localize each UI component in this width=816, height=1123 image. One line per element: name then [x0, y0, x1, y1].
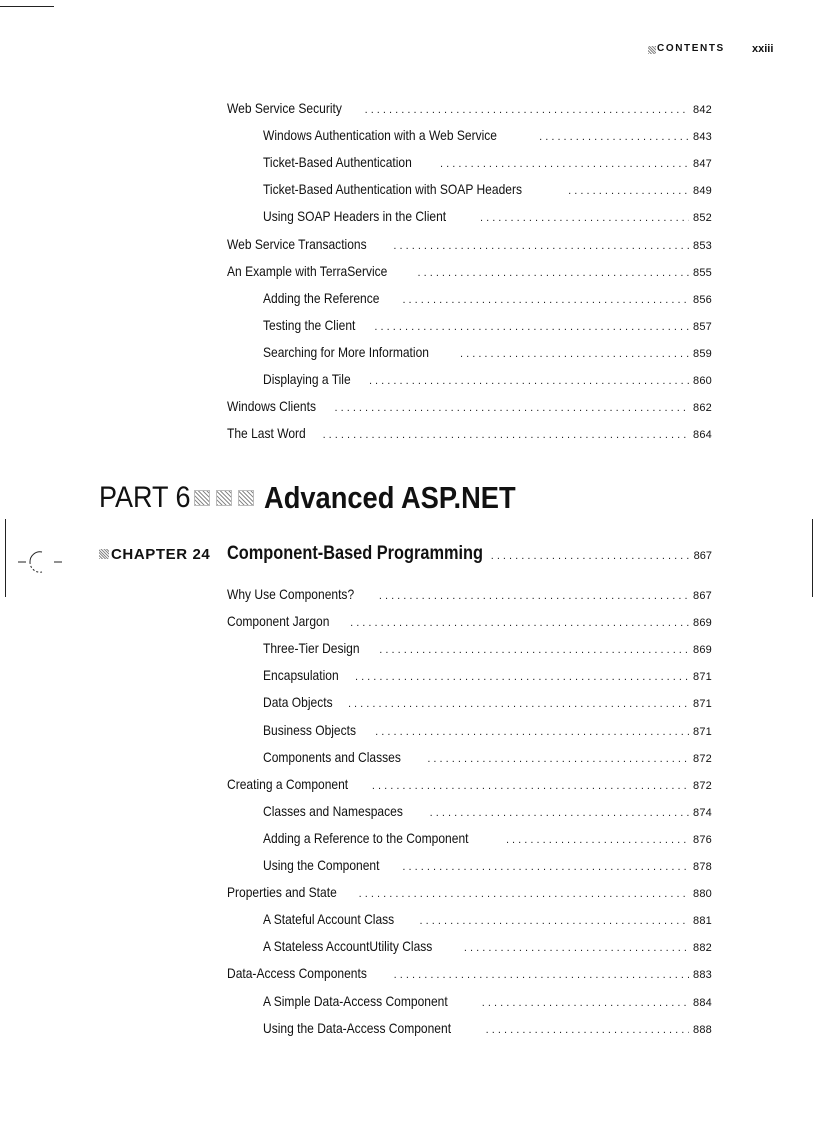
part-pattern-icon [194, 490, 210, 506]
toc-entry-title: A Simple Data-Access Component [263, 992, 448, 1009]
chapter-label: CHAPTER 24 [111, 545, 211, 563]
toc-entry[interactable] [227, 584, 712, 604]
toc-entry-page: 859 [693, 347, 712, 360]
dot-leader [369, 371, 689, 391]
dot-leader [375, 722, 689, 742]
header-label: CONTENTS [657, 43, 725, 54]
toc-entry-page: 860 [693, 375, 712, 387]
toc-entry-page: 855 [693, 266, 712, 279]
toc-entry-title: Web Service Transactions [227, 235, 367, 252]
toc-entry-page: 874 [693, 806, 712, 819]
toc-entry-page: 872 [693, 779, 712, 792]
toc-entry-page: 869 [693, 644, 712, 657]
toc-entry-page: 871 [693, 698, 712, 711]
header-page-number: xxiii [752, 43, 774, 55]
toc-entry-title: Data-Access Components [227, 965, 367, 982]
toc-entry-page: 883 [693, 969, 712, 982]
toc-entry-title: Classes and Namespaces [263, 802, 403, 819]
toc-entry-page: 876 [693, 833, 712, 846]
dot-leader [372, 776, 689, 796]
dot-leader [420, 911, 690, 931]
dot-leader [486, 1020, 689, 1040]
toc-entry[interactable] [263, 369, 712, 389]
part-pattern-icon [238, 490, 254, 506]
toc-entry[interactable] [227, 882, 712, 902]
toc-entry-title: Component Jargon [227, 613, 330, 630]
chapter-pattern-icon [99, 549, 109, 559]
toc-entry-page: 857 [693, 320, 712, 333]
toc-entry-page: 862 [693, 402, 712, 415]
dot-leader [539, 127, 689, 147]
crop-mark-top [0, 6, 54, 7]
toc-entry-page: 871 [693, 671, 712, 684]
toc-entry[interactable] [263, 152, 712, 172]
dot-leader [323, 425, 689, 445]
toc-entry-page: 880 [693, 888, 712, 901]
dot-leader [460, 344, 689, 364]
part-label: PART 6 [99, 481, 191, 514]
toc-entry-page: 867 [693, 590, 712, 602]
toc-entry-title: Business Objects [263, 721, 357, 738]
toc-entry-page: 869 [693, 617, 712, 630]
toc-entry[interactable] [227, 774, 712, 794]
dot-leader [568, 181, 689, 201]
toc-entry-title: Searching for More Information [263, 343, 429, 360]
toc-entry-title: Creating a Component [227, 775, 349, 792]
toc-entry-page: 888 [693, 1023, 712, 1036]
toc-entry-title: Three-Tier Design [263, 640, 360, 657]
part-title: Advanced ASP.NET [264, 480, 516, 515]
toc-entry-page: 853 [693, 239, 712, 252]
toc-entry-title: Windows Clients [227, 398, 316, 415]
toc-entry-title: Ticket-Based Authentication with SOAP Headers [263, 181, 523, 198]
toc-entry-page: 847 [693, 158, 712, 171]
toc-entry-title: Data Objects [263, 694, 333, 711]
toc-entry[interactable] [263, 991, 712, 1011]
chapter-page-number: 867 [693, 550, 712, 562]
toc-entry[interactable] [263, 828, 712, 848]
dot-leader [355, 667, 689, 687]
toc-entry[interactable] [263, 342, 712, 362]
dot-leader [348, 694, 689, 714]
dot-leader [491, 544, 690, 568]
toc-entry[interactable] [227, 611, 712, 631]
crop-mark-right [812, 519, 813, 597]
toc-entry-page: 878 [693, 861, 712, 873]
toc-entry-page: 882 [693, 942, 712, 955]
toc-entry[interactable] [227, 261, 712, 281]
toc-entry[interactable] [263, 125, 712, 145]
toc-entry-page: 842 [693, 104, 712, 116]
toc-entry-page: 852 [693, 212, 712, 225]
dot-leader [482, 993, 689, 1013]
toc-entry-title: An Example with TerraService [227, 262, 388, 279]
dot-leader [365, 100, 689, 120]
crop-mark-left [5, 519, 6, 597]
part-heading [99, 476, 550, 520]
toc-entry[interactable] [263, 315, 712, 335]
dot-leader [359, 884, 689, 904]
toc-entry-title: Adding a Reference to the Component [263, 829, 469, 846]
dot-leader [464, 938, 689, 958]
part-pattern-icon [216, 490, 232, 506]
toc-entry-title: The Last Word [227, 425, 306, 442]
toc-entry[interactable] [263, 206, 712, 226]
toc-entry[interactable] [263, 936, 712, 956]
dot-leader [402, 290, 689, 310]
toc-entry-title: Components and Classes [263, 748, 401, 765]
dot-leader [394, 965, 689, 985]
dot-leader [427, 749, 689, 769]
header-pattern-icon [648, 46, 656, 54]
toc-entry-title: Displaying a Tile [263, 371, 351, 387]
toc-entry-title: Why Use Components? [227, 586, 355, 602]
dot-leader [480, 208, 689, 228]
toc-entry[interactable] [227, 396, 712, 416]
toc-entry-page: 843 [693, 131, 712, 144]
dot-leader [350, 613, 689, 633]
toc-entry[interactable] [263, 288, 712, 308]
toc-entry-title: Ticket-Based Authentication [263, 154, 412, 171]
toc-entry-page: 881 [693, 915, 712, 928]
toc-entry[interactable] [263, 665, 712, 685]
dot-leader [440, 154, 689, 174]
toc-entry-title: Properties and State [227, 884, 337, 901]
toc-entry-title: Windows Authentication with a Web Service [263, 127, 498, 144]
toc-entry-title: Using SOAP Headers in the Client [263, 208, 447, 225]
toc-entry-title: Testing the Client [263, 316, 356, 333]
toc-entry[interactable] [263, 909, 712, 929]
toc-entry-title: A Stateless AccountUtility Class [263, 938, 433, 955]
toc-entry-page: 849 [693, 185, 712, 198]
toc-entry-page: 864 [693, 429, 712, 442]
toc-entry[interactable] [263, 692, 712, 712]
dot-leader [393, 236, 689, 256]
toc-entry[interactable] [263, 1018, 712, 1038]
chapter-entry[interactable] [227, 542, 712, 566]
toc-entry[interactable] [227, 963, 712, 983]
toc-entry-page: 856 [693, 293, 712, 306]
toc-entry[interactable] [263, 855, 712, 875]
toc-entry-page: 884 [693, 996, 712, 1009]
toc-entry-title: A Stateful Account Class [263, 911, 395, 928]
toc-entry-page: 872 [693, 752, 712, 765]
toc-entry-title: Adding the Reference [263, 289, 380, 306]
toc-entry[interactable] [263, 747, 712, 767]
dot-leader [430, 803, 689, 823]
dot-leader [379, 586, 689, 606]
dot-leader [379, 640, 689, 660]
dot-leader [402, 857, 689, 877]
toc-entry-title: Using the Data-Access Component [263, 1019, 452, 1036]
running-header [0, 43, 816, 59]
toc-entry[interactable] [227, 98, 712, 118]
toc-entry[interactable] [227, 423, 712, 443]
chapter-label-block [99, 543, 210, 565]
toc-entry[interactable] [263, 638, 712, 658]
toc-entry[interactable] [263, 801, 712, 821]
toc-entry[interactable] [227, 234, 712, 254]
toc-entry-page: 871 [693, 725, 712, 738]
toc-entry-title: Encapsulation [263, 667, 339, 684]
dot-leader [374, 317, 689, 337]
toc-entry-title: Using the Component [263, 857, 380, 873]
toc-entry[interactable] [263, 720, 712, 740]
toc-entry-title: Web Service Security [227, 100, 342, 116]
dot-leader [417, 263, 689, 283]
registration-mark-icon [18, 549, 62, 575]
dot-leader [334, 398, 689, 418]
toc-entry[interactable] [263, 179, 712, 199]
dot-leader [506, 830, 689, 850]
chapter-title: Component-Based Programming [227, 543, 484, 564]
